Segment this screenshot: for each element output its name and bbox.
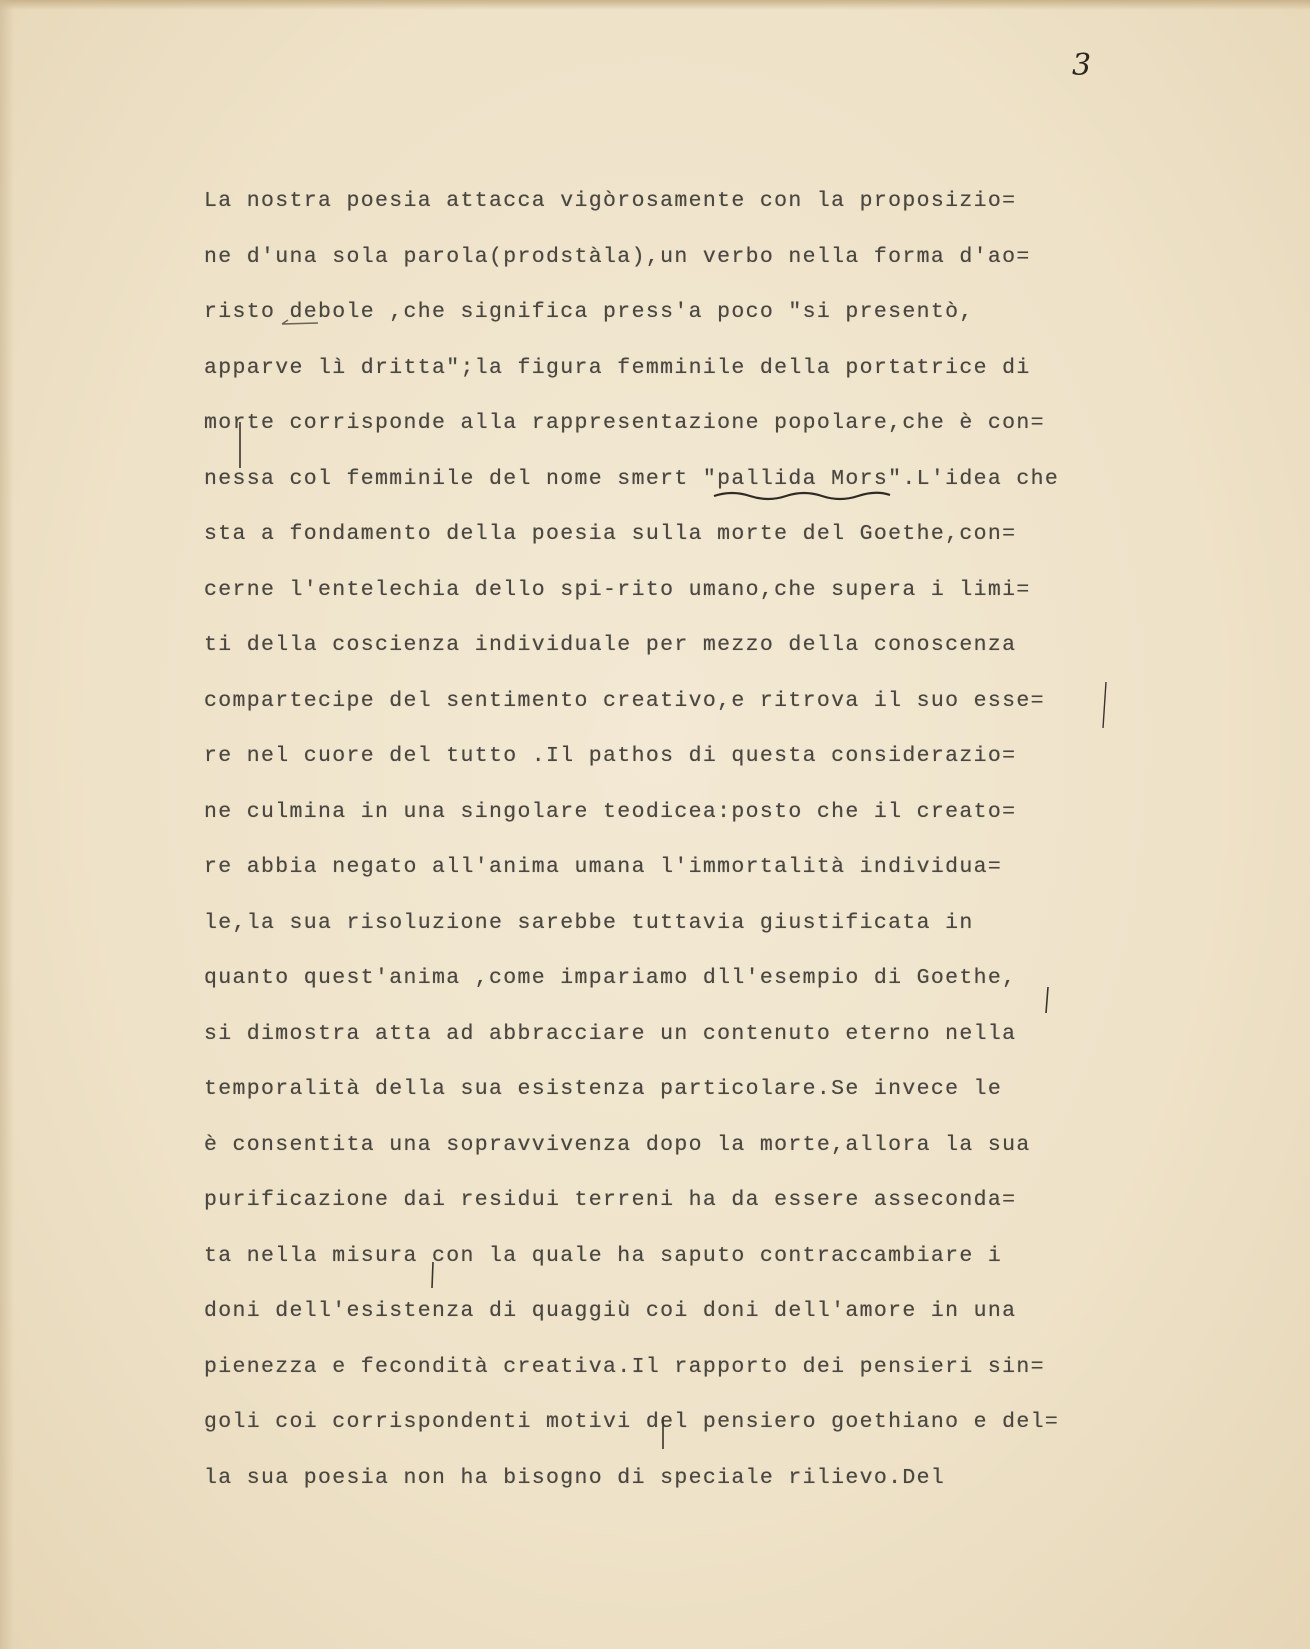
text-line: pienezza e fecondità creativa.Il rapporto dei pensieri sin= bbox=[204, 1354, 1045, 1379]
text-line: goli coi corrispondenti motivi del pensiero goethiano e del= bbox=[204, 1410, 1060, 1434]
text-line: purificazione dai residui terreni ha da essere asseconda= bbox=[204, 1188, 1017, 1212]
text-line: le,la sua risoluzione sarebbe tuttavia giustificata in bbox=[204, 910, 974, 935]
text-line: ta nella misura con la quale ha saputo contraccambiare i bbox=[204, 1243, 1003, 1268]
text-line: temporalità della sua esistenza particolare.Se invece le bbox=[204, 1077, 1003, 1101]
text-line: la sua poesia non ha bisogno di speciale rilievo.Del bbox=[204, 1465, 946, 1490]
text-line: risto debole ,che significa press'a poco "si presentò, bbox=[204, 300, 974, 324]
handwritten-underline bbox=[712, 488, 892, 502]
handwritten-vertical-stroke bbox=[1100, 680, 1110, 730]
text-line: ti della coscienza individuale per mezzo della conoscenza bbox=[204, 633, 1017, 657]
text-line: quanto quest'anima ,come impariamo dll'esempio di Goethe, bbox=[204, 966, 1017, 990]
text-line: sta a fondamento della poesia sulla morte del Goethe,con= bbox=[204, 522, 1017, 546]
text-line: ne culmina in una singolare teodicea:posto che il creato= bbox=[204, 799, 1017, 824]
text-line: La nostra poesia attacca vigòrosamente con la proposizio= bbox=[204, 189, 1017, 213]
text-line: nessa col femminile del nome smert "pallida Mors".L'idea che bbox=[204, 466, 1060, 491]
text-line: compartecipe del sentimento creativo,e ritrova il suo esse= bbox=[204, 688, 1045, 713]
text-line: ne d'una sola parola(prodstàla),un verbo nella forma d'ao= bbox=[204, 244, 1031, 269]
handwritten-caret-mark bbox=[280, 318, 320, 330]
text-line: si dimostra atta ad abbracciare un contenuto eterno nella bbox=[204, 1021, 1017, 1046]
page-number: 3 bbox=[1072, 48, 1092, 83]
text-line: apparve lì dritta";la figura femminile della portatrice di bbox=[204, 355, 1031, 380]
text-line: re nel cuore del tutto .Il pathos di questa considerazio= bbox=[204, 744, 1017, 768]
text-line: doni dell'esistenza di quaggiù coi doni dell'amore in una bbox=[204, 1299, 1017, 1323]
handwritten-vertical-stroke bbox=[658, 1415, 668, 1451]
handwritten-vertical-stroke bbox=[1042, 985, 1052, 1015]
handwritten-vertical-stroke bbox=[428, 1260, 438, 1290]
typescript-body bbox=[204, 174, 1104, 1506]
text-line: è consentita una sopravvivenza dopo la morte,allora la sua bbox=[204, 1132, 1031, 1157]
text-line: re abbia negato all'anima umana l'immortalità individua= bbox=[204, 855, 1003, 879]
text-line: cerne l'entelechia dello spi-rito umano,che supera i limi= bbox=[204, 577, 1031, 602]
handwritten-vertical-stroke bbox=[235, 420, 245, 470]
text-line: morte corrisponde alla rappresentazione popolare,che è con= bbox=[204, 411, 1045, 435]
